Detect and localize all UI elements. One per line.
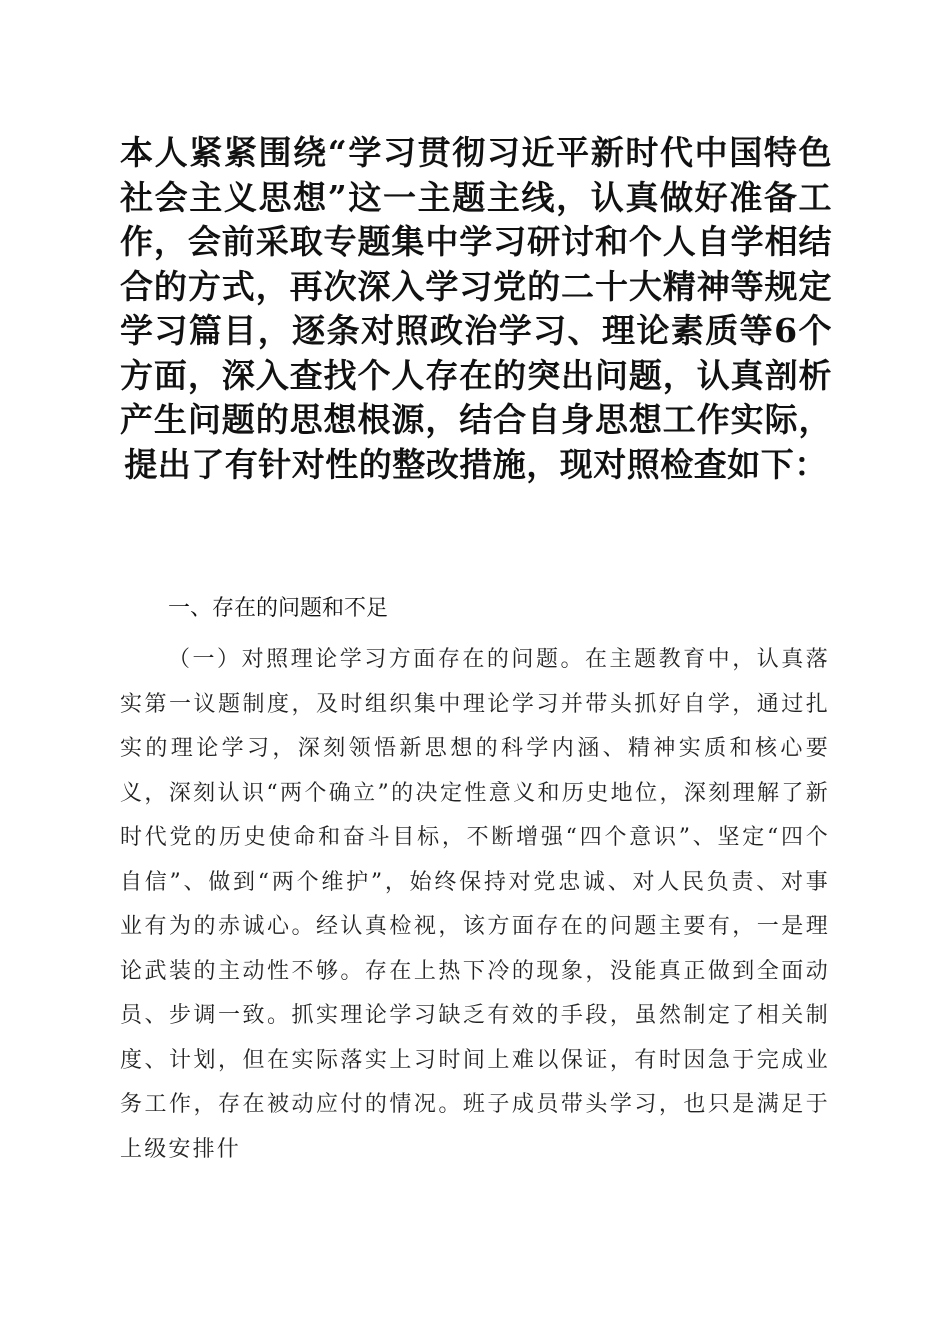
section-heading: 一、存在的问题和不足 bbox=[168, 596, 389, 621]
body-paragraph: （一）对照理论学习方面存在的问题。在主题教育中，认真落实第一议题制度，及时组织集中理论学习并带头抓好自学，通过扎实的理论学习，深刻领悟新思想的科学内涵、精神实质和核心要义，深刻认识“两个确立”的决定性意义和历史地位，深刻理解了新时代党的历史使命和奋斗目标，不断增强“四个意识”、坚定“四个自信”、做到“两个维护”，始终保持对党忠诚、对人民负责、对事业有为的赤诚心。经认真检视，该方面存在的问题主要有，一是理论武装的主动性不够。存在上热下冷的现象，没能真正做到全面动员、步调一致。抓实理论学习缺乏有效的手段，虽然制定了相关制度、计划，但在实际落实上习时间上难以保证，有时因急于完成业务工作，存在被动应付的情况。班子成员带头学习，也只是满足于上级安排什 bbox=[120, 647, 830, 1162]
intro-paragraph: 本人紧紧围绕“学习贯彻习近平新时代中国特色社会主义思想”这一主题主线，认真做好准备工作，会前采取专题集中学习研讨和个人自学相结合的方式，再次深入学习党的二十大精神等规定学习篇目，逐条对照政治学习、理论素质等6个方面，深入查找个人存在的突出问题，认真剖析产生问题的思想根源，结合自身思想工作实际，提出了有针对性的整改措施，现对照检查如下： bbox=[120, 133, 832, 484]
